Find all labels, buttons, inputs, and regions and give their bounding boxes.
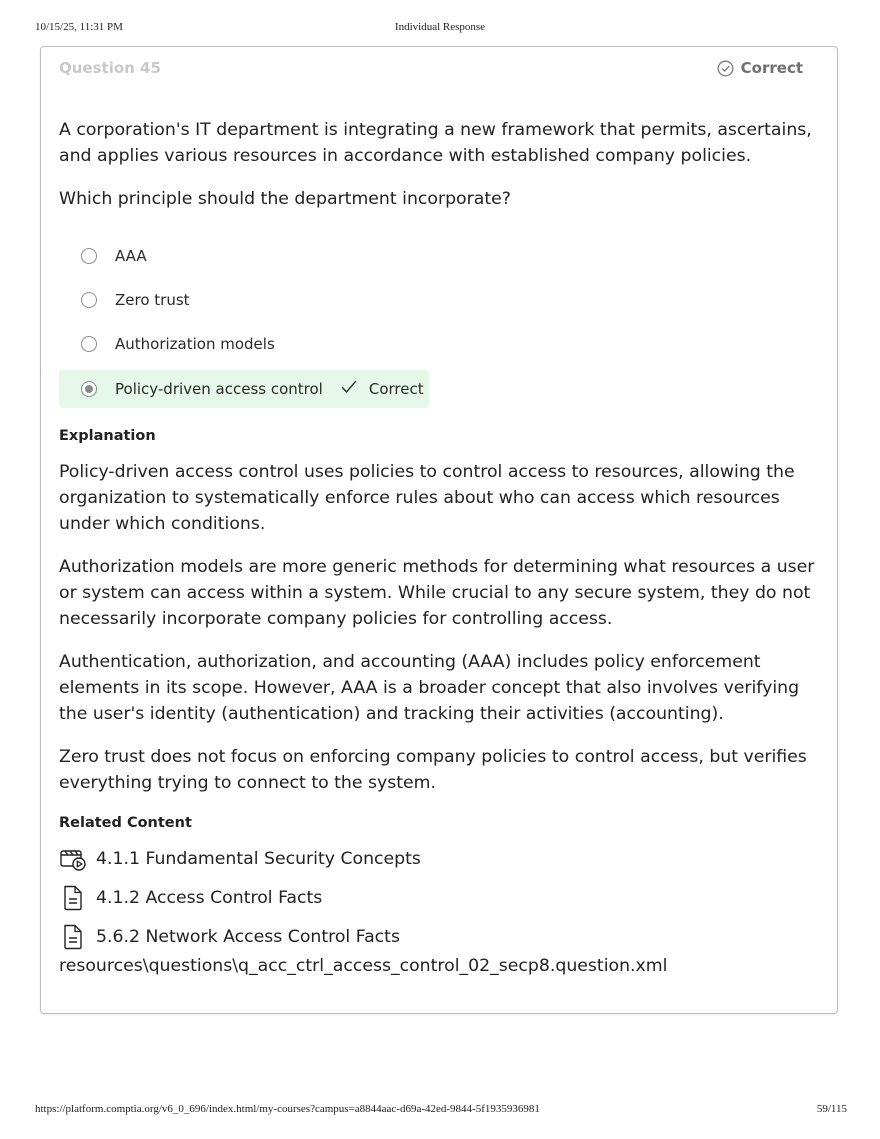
check-circle-icon [717, 60, 734, 77]
choice-label: Authorization models [115, 335, 275, 353]
related-item[interactable] [59, 844, 421, 874]
choice-label: Policy-driven access control [115, 380, 323, 398]
print-url: https://platform.comptia.org/v6_0_696/index.html/my-courses?campus=a8844aac-d69a-42ed-9844-5f1935936981 [35, 1103, 540, 1115]
print-page-number: 59/115 [816, 1103, 847, 1115]
explanation-paragraph: Policy-driven access control uses policies to control access to resources, allowing the organization to systematically enforce rules about who can access which resources under which conditions. [59, 462, 795, 534]
video-icon [59, 846, 87, 872]
radio-button[interactable] [81, 292, 97, 308]
explanation-body [59, 459, 827, 813]
related-item-label[interactable]: 5.6.2 Network Access Control Facts [96, 927, 400, 947]
resource-path: resources\questions\q_acc_ctrl_access_control_02_secp8.question.xml [59, 956, 668, 976]
correct-tag-label: Correct [368, 380, 424, 398]
radio-button[interactable] [81, 336, 97, 352]
document-icon [59, 923, 87, 951]
related-content-heading: Related Content [59, 815, 192, 831]
explanation-paragraph: Authentication, authorization, and accounting (AAA) includes policy enforcement elements in its scope. However, AAA is a broader concept that also involves verifying the user's identity (authentication) and tracking their activities (accounting). [59, 652, 800, 724]
document-icon [59, 884, 87, 912]
explanation-paragraph: Zero trust does not focus on enforcing company policies to control access, but verifies everything trying to connect to the system. [59, 747, 807, 793]
prompt-text: A corporation's IT department is integrating a new framework that permits, ascertains, and applies various resources in accordance with established company policies. [59, 120, 812, 166]
question-prompt [59, 117, 819, 169]
choice-label: AAA [115, 247, 147, 265]
radio-button-selected[interactable] [81, 381, 97, 397]
status-label: Correct [740, 59, 803, 77]
correct-tag [341, 380, 424, 398]
choice-authorization-models[interactable] [59, 325, 275, 363]
explanation-heading: Explanation [59, 428, 156, 444]
related-item-label[interactable]: 4.1.1 Fundamental Security Concepts [96, 849, 421, 869]
choice-zero-trust[interactable] [59, 281, 190, 319]
related-item[interactable] [59, 922, 400, 952]
print-datetime: 10/15/25, 11:31 PM [35, 21, 123, 33]
print-title: Individual Response [394, 21, 486, 33]
related-item-label[interactable]: 4.1.2 Access Control Facts [96, 888, 323, 908]
choice-aaa[interactable] [59, 237, 147, 275]
question-number: Question 45 [59, 59, 161, 77]
question-card [40, 46, 838, 1014]
choice-label: Zero trust [115, 291, 190, 309]
question-status [717, 59, 803, 77]
radio-button[interactable] [81, 248, 97, 264]
related-item[interactable] [59, 883, 322, 913]
explanation-paragraph: Authorization models are more generic methods for determining what resources a user or system can access within a system. While crucial to any secure system, they do not necessarily incorporate company policies for controlling access. [59, 557, 815, 629]
checkmark-icon [341, 380, 357, 398]
question-header [59, 59, 803, 81]
question-ask: Which principle should the department incorporate? [59, 189, 511, 209]
choice-policy-driven-access-control[interactable] [59, 370, 429, 408]
